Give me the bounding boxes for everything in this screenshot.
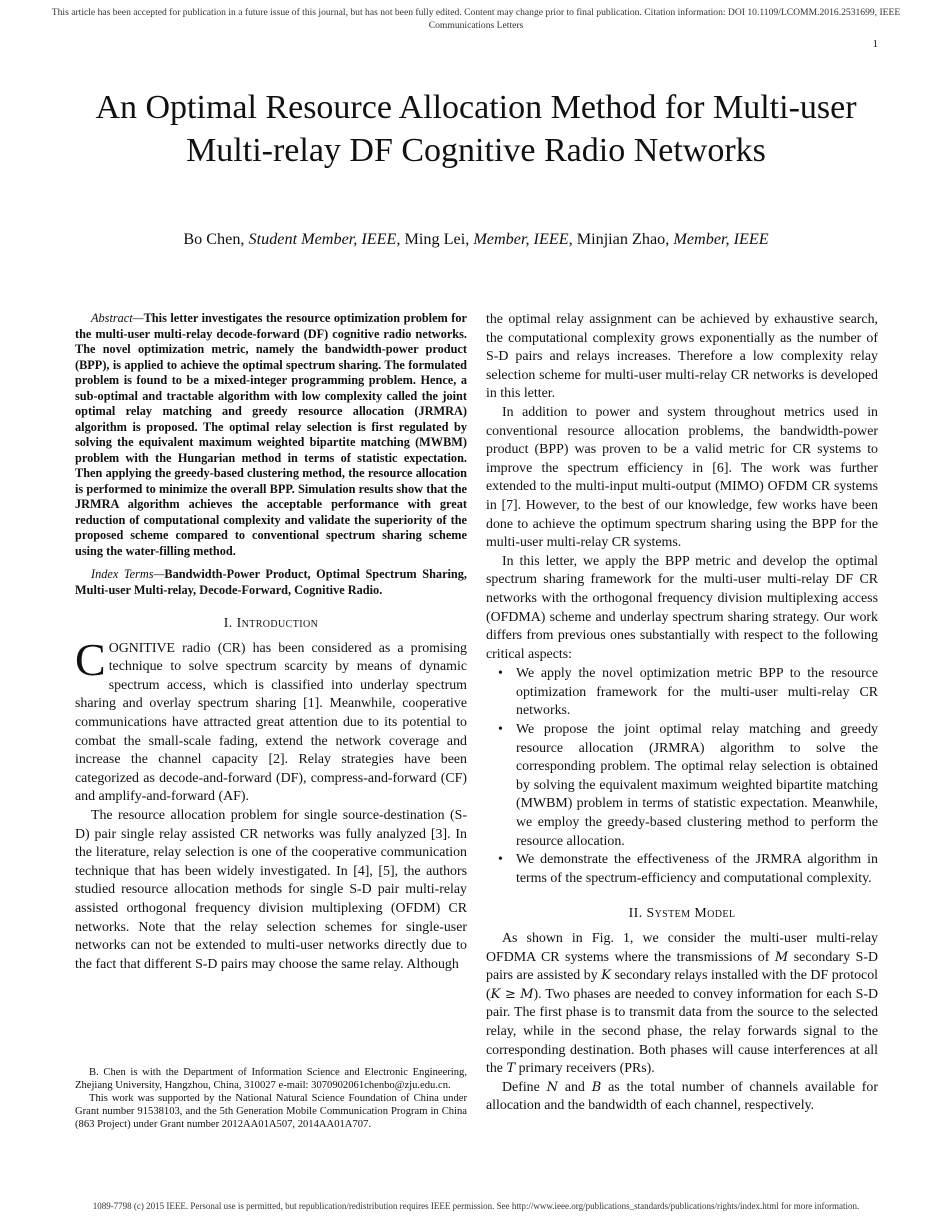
contribution-list xyxy=(486,665,878,888)
list-item: • We apply the novel optimization metric BPP to the resource optimization framework for the multi-user multi-relay CR networks. xyxy=(516,665,878,721)
footer-copyright: 1089-7798 (c) 2015 IEEE. Personal use is permitted, but republication/redistribution requires IEEE permission. See http://www.ieee.org/publications_standards/publications/rights/index.html for more information. xyxy=(92,1201,860,1211)
abstract xyxy=(75,311,467,559)
author-role: Student Member, IEEE, xyxy=(248,230,401,248)
footnote-affiliation: B. Chen is with the Department of Information Science and Electronic Engineering, Zhejiang University, Hangzhou, China, 310027 e-mail: 3070902061chenbo@zju.edu.cn. xyxy=(75,1067,467,1091)
page-number: 1 xyxy=(872,38,878,50)
header-notice-line1: This article has been accepted for publication in a future issue of this journal, but has not been fully edited. Content may change prior to final publication. Citation information: DOI 10.1109/LCOMM.2016.2531699, IEEE xyxy=(51,7,901,18)
intro-paragraph-2: The resource allocation problem for single source-destination (S-D) pair single relay assisted CR networks was fully analyzed [3]. In the literature, relay selection is one of the cooperative communication technique that has been widely investigated. In [4], [5], the authors studied resource allocation methods for single S-D pair multi-relay assisted orthogonal frequency division multiplexing (OFDM) CR networks. Note that the relay selection schemes for single-user networks can not be extended to multi-user networks directly due to the fact that different S-D pairs may choose the same relay. Although xyxy=(75,807,467,972)
author-name: Minjian Zhao, xyxy=(576,230,670,248)
intro-paragraph-1: COGNITIVE radio (CR) has been considered as a promising technique to solve spectrum scarcity by means of dynamic spectrum access, which is classified into underlay spectrum sharing and overlay spectrum sharing [1]. Meanwhile, cooperative communications have attracted great attention due to its potential to combat the small-scale fading, extend the network coverage and increase the channel capacity [2]. Relay strategies have been categorized as decode-and-forward (DF), compress-and-forward (CF) and amplify-and-forward (AF). xyxy=(75,633,467,805)
intro-paragraph-2-continued: the optimal relay assignment can be achieved by exhaustive search, the computational complexity grows exponentially as the number of S-D pairs and relays increases. Therefore a low complexity relay selection scheme for multi-user multi-relay CR networks is developed in this letter. xyxy=(486,312,878,402)
header-notice xyxy=(20,6,932,32)
drop-cap: C xyxy=(75,633,106,685)
system-model-paragraph-2: Define N and B as the total number of channels available for allocation and the bandwidth of each channel, respectively. xyxy=(486,1079,878,1114)
index-terms-text: Bandwidth-Power Product, Optimal Spectrum Sharing, Multi-user Multi-relay, Decode-Forward, Cognitive Radio. xyxy=(75,567,467,597)
footnotes xyxy=(75,1066,467,1131)
section-heading-system-model: II. System Model xyxy=(628,906,736,922)
author-name: Bo Chen, xyxy=(183,230,245,248)
math-symbol: M xyxy=(774,949,789,965)
system-model-paragraph-1: As shown in Fig. 1, we consider the multi-user multi-relay OFDMA CR systems where the transmissions of M secondary S-D pairs are assisted by K secondary relays installed with the DF protocol (K ≥ M). Two phases are needed to convey information for each S-D pair. The first phase is to transmit data from the source to the selected relay, while in the second phase, the relay forwards signal to the corresponding destination. Both phases will cause interferences at all the T primary receivers (PRs). xyxy=(486,931,879,1077)
math-symbol: T xyxy=(506,1061,516,1077)
list-item: • We demonstrate the effectiveness of the JRMRA algorithm in terms of the spectrum-efficiency and computational complexity. xyxy=(516,851,878,888)
author-list xyxy=(60,229,892,249)
paper-title: An Optimal Resource Allocation Method for Multi-user Multi-relay DF Cognitive Radio Networks xyxy=(95,89,857,169)
list-item: • We propose the joint optimal relay matching and greedy resource allocation (JRMRA) algorithm to solve the corresponding problem. The optimal relay selection is obtained by solving the equivalent maximum weighted bipartite matching (MWBM) problem in terms of statistic expectation. Meanwhile, we employ the greedy-based clustering method to perform the resource allocation. xyxy=(516,721,878,851)
index-terms xyxy=(75,567,467,598)
left-column xyxy=(75,311,467,974)
author-name: Ming Lei, xyxy=(404,230,470,248)
math-symbol: B xyxy=(591,1079,602,1095)
footnote-funding: This work was supported by the National Natural Science Foundation of China under Grant number 91538103, and the 5th Generation Mobile Communication Program in China (863 Project) under Grant number 2012AA01A507, 2014AA01A707. xyxy=(75,1093,467,1130)
math-expression: K ≥ M xyxy=(490,986,534,1002)
abstract-text: This letter investigates the resource optimization problem for the multi-user multi-relay decode-forward (DF) cognitive radio networks. The novel optimization metric, namely the bandwidth-power product (BPP), is applied to achieve the optimal spectrum sharing. The formulated problem is found to be a mixed-integer programming problem. Hence, a sub-optimal and tractable algorithm with low complexity called the joint optimal relay matching and greedy resource allocation (JRMRA) algorithm is proposed. The optimal relay selection is first regulated by solving the equivalent maximum weighted bipartite matching (MWBM) problem with the Hungarian method in terms of statistic expectation. Then applying the greedy-based clustering method, the resource allocation is performed to minimize the overall BPP. Simulation results show that the JRMRA algorithm achieves the acceptable performance with great reduction of computational complexity and validate the superiority of the proposed scheme compared to conventional spectrum sharing scheme using the water-filling method. xyxy=(75,311,467,558)
right-column xyxy=(486,311,878,1116)
intro-paragraph-4: In this letter, we apply the BPP metric and develop the optimal spectrum sharing framework for the multi-user multi-relay DF CR networks with the orthogonal frequency division multiplexing access (OFDMA) scheme and underlay spectrum sharing strategy. Our work differs from previous ones substantially with respect to the following critical aspects: xyxy=(486,553,878,662)
author-role: Member, IEEE xyxy=(673,230,769,248)
header-notice-line2: Communications Letters xyxy=(428,20,524,31)
abstract-label: Abstract— xyxy=(91,311,144,325)
math-symbol: K xyxy=(601,968,611,984)
author-role: Member, IEEE, xyxy=(473,230,573,248)
index-terms-label: Index Terms— xyxy=(91,567,165,581)
first-word: OGNITIVE xyxy=(108,640,176,656)
section-heading-introduction: I. Introduction xyxy=(223,616,319,631)
intro-paragraph-3: In addition to power and system throughout metrics used in conventional resource allocation problems, the bandwidth-power product (BPP) was proven to be a valid metric for CR systems to improve the spectrum efficiency in [6]. The work was further extended to the multi-input multi-output (MIMO) OFDM CR systems in [7]. However, to the best of our knowledge, few works have been done to achieve the optimum spectrum sharing using the BPP for the multi-user multi-relay CR systems. xyxy=(486,404,878,551)
math-symbol: N xyxy=(546,1079,558,1095)
